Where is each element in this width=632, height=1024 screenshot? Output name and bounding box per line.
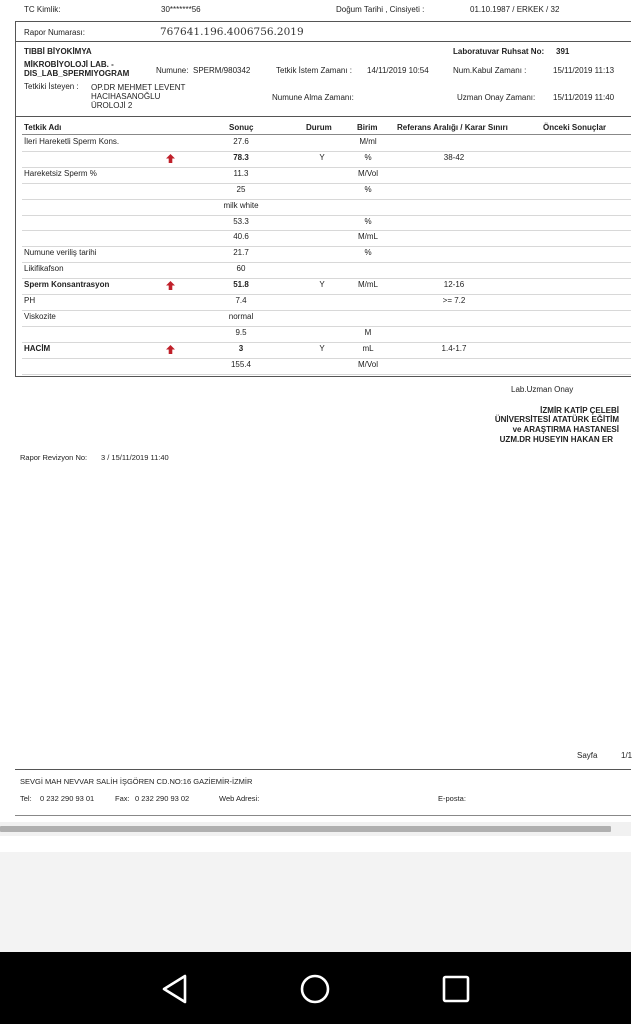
cell-value: 7.4 xyxy=(235,296,247,305)
row-divider xyxy=(22,183,631,184)
cell-unit: % xyxy=(364,184,372,194)
tc-value: 30*******56 xyxy=(161,5,201,14)
approval-line3: ve ARAŞTIRMA HASTANESİ xyxy=(512,425,619,434)
fax-value: 0 232 290 93 02 xyxy=(135,794,190,803)
row-divider xyxy=(22,374,631,375)
requester-label: Tetkiki İsteyen : xyxy=(24,82,79,91)
viewer-background xyxy=(0,852,631,952)
cell-name: HACİM xyxy=(24,343,51,353)
cell-value: 53.3 xyxy=(233,216,249,226)
home-button[interactable] xyxy=(298,972,332,1006)
row-divider xyxy=(22,358,631,359)
row-divider xyxy=(22,246,631,247)
birth-label: Doğum Tarihi , Cinsiyeti : xyxy=(336,5,425,14)
collect-time-label: Numune Alma Zamanı: xyxy=(272,93,354,102)
cell-name: Likifikafson xyxy=(24,264,64,274)
cell-unit: % xyxy=(364,248,372,258)
tel-label: Tel: xyxy=(20,794,32,803)
approve-time-label: Uzman Onay Zamanı: xyxy=(457,93,536,102)
approval-line1: İZMİR KATİP ÇELEBİ xyxy=(540,406,619,415)
cell-name: Sperm Konsantrasyon xyxy=(24,280,110,290)
cell-value: 9.5 xyxy=(235,327,247,337)
row-divider xyxy=(22,310,631,311)
request-time-value: 14/11/2019 10:54 xyxy=(367,66,429,75)
cell-unit: M/Vol xyxy=(357,168,378,178)
cell-value: 21.7 xyxy=(233,248,249,258)
divider xyxy=(15,116,631,117)
accept-time-value: 15/11/2019 11:13 xyxy=(553,66,615,75)
approval-line2: ÜNİVERSİTESİ ATATÜRK EĞİTİM xyxy=(494,415,619,424)
cell-unit: M/ml xyxy=(359,137,377,146)
cell-unit: M/Vol xyxy=(357,359,378,369)
requester-line3: ÜROLOJİ 2 xyxy=(91,101,133,110)
email-label: E-posta: xyxy=(438,794,466,803)
horizontal-scrollbar-thumb[interactable] xyxy=(0,826,611,832)
home-circle-icon xyxy=(298,972,332,1006)
cell-ref: 12-16 xyxy=(443,280,465,290)
cell-value: 155.4 xyxy=(230,359,252,369)
col-header-unit: Birim xyxy=(357,123,378,132)
high-flag-arrow-icon xyxy=(166,345,175,354)
cell-value: 25 xyxy=(236,184,246,194)
cell-ref: >= 7.2 xyxy=(442,296,466,305)
lab-name-line2: DIS_LAB_SPERMIYOGRAM xyxy=(24,69,130,78)
cell-value: 60 xyxy=(236,264,246,274)
cell-name: Numune veriliş tarihi xyxy=(24,248,97,258)
cell-unit: M/mL xyxy=(358,232,378,242)
cell-value: normal xyxy=(228,311,254,321)
divider xyxy=(22,134,631,135)
address: SEVGİ MAH NEVVAR SALİH İŞGÖREN CD.NO:16 GAZİEMİR-İZMİR xyxy=(20,777,253,786)
cell-value: 78.3 xyxy=(233,152,249,162)
tel-value: 0 232 290 93 01 xyxy=(40,794,95,803)
cell-name: İleri Hareketli Sperm Kons. xyxy=(24,137,120,146)
divider xyxy=(15,815,631,816)
row-divider xyxy=(22,326,631,327)
approve-time-value: 15/11/2019 11:40 xyxy=(553,93,615,102)
divider xyxy=(15,769,631,770)
row-divider xyxy=(22,342,631,343)
birth-value: 01.10.1987 / ERKEK / 32 xyxy=(470,5,560,14)
cell-unit: M/mL xyxy=(358,280,378,290)
row-divider xyxy=(22,278,631,279)
row-divider xyxy=(22,167,631,168)
cell-ref: 38-42 xyxy=(443,152,465,162)
approval-label: Lab.Uzman Onay xyxy=(511,385,574,394)
col-header-result: Sonuç xyxy=(229,123,254,132)
cell-status: Y xyxy=(319,280,325,290)
department: TIBBİ BİYOKİMYA xyxy=(24,47,92,56)
cell-ref: 1.4-1.7 xyxy=(441,343,467,353)
cell-status: Y xyxy=(319,343,325,353)
requester-line2: HACIHASANOĞLU xyxy=(91,92,161,101)
accept-time-label: Num.Kabul Zamanı : xyxy=(453,66,527,75)
back-button[interactable] xyxy=(158,972,192,1006)
requester-line1: OP.DR MEHMET LEVENT xyxy=(91,83,186,92)
cell-value: milk white xyxy=(223,200,259,210)
cell-unit: % xyxy=(364,216,372,226)
high-flag-arrow-icon xyxy=(166,281,175,290)
box-left-border xyxy=(15,21,16,377)
row-divider xyxy=(22,151,631,152)
license-label: Laboratuvar Ruhsat No: xyxy=(453,47,545,56)
recents-square-icon xyxy=(439,972,473,1006)
request-time-label: Tetkik İstem Zamanı : xyxy=(276,66,353,75)
report-number: 767641.196.4006756.2019 xyxy=(160,26,304,38)
page-value: 1/1 xyxy=(621,751,632,760)
license-value: 391 xyxy=(556,47,570,56)
cell-name: PH xyxy=(24,296,36,305)
divider xyxy=(15,376,631,377)
tc-label: TC Kimlik: xyxy=(24,5,61,14)
cell-value: 40.6 xyxy=(233,232,249,242)
web-label: Web Adresi: xyxy=(219,794,260,803)
row-divider xyxy=(22,215,631,216)
high-flag-arrow-icon xyxy=(166,154,175,163)
col-header-test: Tetkik Adı xyxy=(24,123,62,132)
cell-name: Hareketsiz Sperm % xyxy=(24,168,97,178)
cell-unit: % xyxy=(364,152,372,162)
cell-unit: mL xyxy=(362,343,374,353)
cell-value: 27.6 xyxy=(233,137,249,146)
divider xyxy=(15,41,631,42)
row-divider xyxy=(22,262,631,263)
divider xyxy=(15,21,631,22)
recents-button[interactable] xyxy=(439,972,473,1006)
row-divider xyxy=(22,199,631,200)
page-label: Sayfa xyxy=(577,751,598,760)
cell-value: 11.3 xyxy=(233,168,249,178)
cell-value: 3 xyxy=(238,343,244,353)
lab-name-line1: MİKROBİYOLOJİ LAB. - xyxy=(24,60,114,69)
cell-value: 51.8 xyxy=(233,280,249,290)
row-divider xyxy=(22,294,631,295)
cell-status: Y xyxy=(319,152,325,162)
fax-label: Fax: xyxy=(115,794,130,803)
col-header-previous: Önceki Sonuçlar xyxy=(543,123,607,132)
sample-value: SPERM/980342 xyxy=(193,66,251,75)
back-triangle-icon xyxy=(158,972,192,1006)
col-header-status: Durum xyxy=(306,123,332,132)
cell-name: Viskozite xyxy=(24,311,56,321)
col-header-reference: Referans Aralığı / Karar Sınırı xyxy=(397,123,508,132)
report-label: Rapor Numarası: xyxy=(24,28,85,37)
sample-label: Numune: xyxy=(156,66,189,75)
revision-label: Rapor Revizyon No: xyxy=(20,453,88,462)
revision-value: 3 / 15/11/2019 11:40 xyxy=(101,453,169,462)
row-divider xyxy=(22,230,631,231)
cell-unit: M xyxy=(364,327,372,337)
approval-line4: UZM.DR HUSEYIN HAKAN ER xyxy=(499,435,613,444)
